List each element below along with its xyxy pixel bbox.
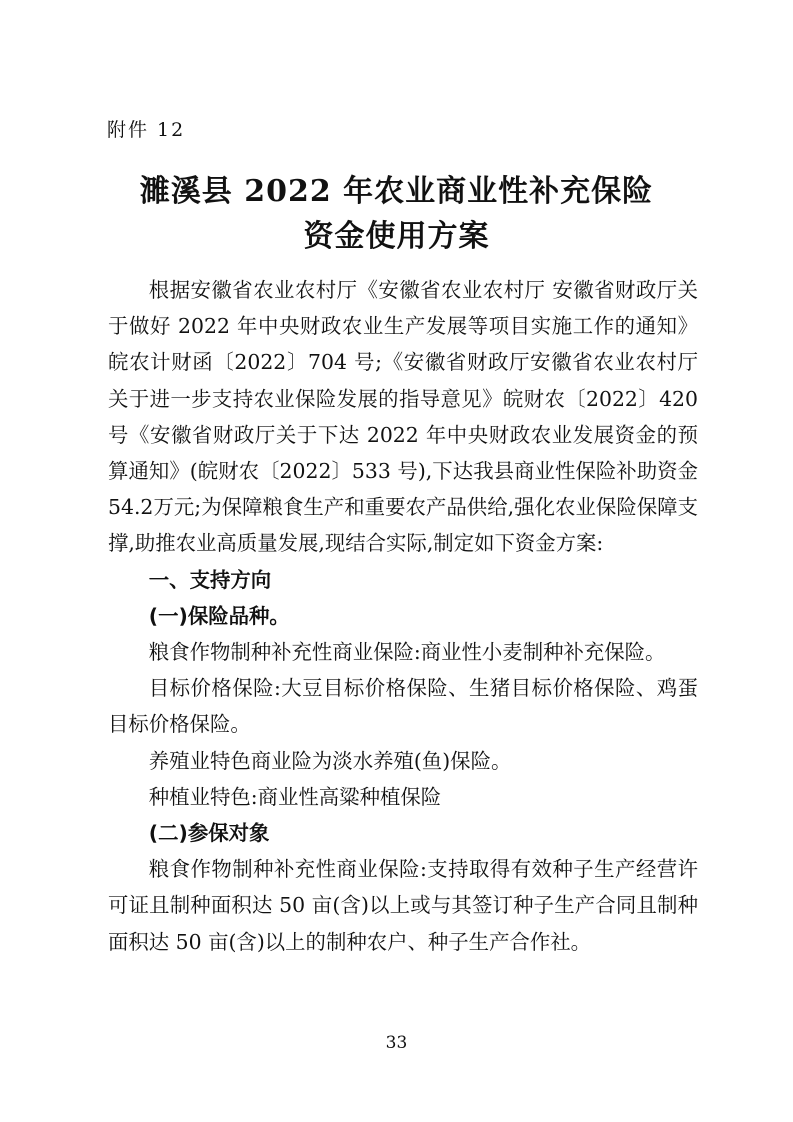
- subsection-heading-insured-objects: (二)参保对象: [148, 821, 270, 846]
- paragraph-target-price-insurance: 目标价格保险:大豆目标价格保险、生猪目标价格保险、鸡蛋目标价格保险。: [108, 676, 698, 737]
- attachment-label: 附件 12: [107, 119, 186, 141]
- document-title-line-1: 濉溪县 2022 年农业商业性补充保险: [139, 174, 654, 209]
- page-number: 33: [385, 1033, 408, 1053]
- paragraph-grain-seed-insurance: 粮食作物制种补充性商业保险:商业性小麦制种补充保险。: [148, 640, 666, 665]
- intro-paragraph: 根据安徽省农业农村厅《安徽省农业农村厅 安徽省财政厅关于做好 2022 年中央财政农业生产发展等项目实施工作的通知》皖农计财函〔2022〕704 号;《安徽省财政厅安徽省农业农村厅关于进一步支持农业保险发展的指导意见》皖财农〔2022〕420 号《安徽省财政厅关于下达 2022 年中央财政农业发展资金的预算通知》(皖财农〔2022〕533 号),下达我县商业性保险补助资金54.2万元;为保障粮食生产和重要农产品供给,强化农业保险保障支撑,助推农业高质量发展,现结合实际,制定如下资金方案:: [108, 278, 698, 556]
- paragraph-aquaculture-insurance: 养殖业特色商业险为淡水养殖(鱼)保险。: [148, 748, 512, 773]
- paragraph-planting-insurance: 种植业特色:商业性高粱种植保险: [148, 784, 442, 809]
- document-title-line-2: 资金使用方案: [303, 219, 490, 254]
- section-heading-support-direction: 一、支持方向: [148, 567, 272, 592]
- subsection-heading-insurance-types: (一)保险品种。: [148, 603, 290, 628]
- document-body: [108, 272, 698, 960]
- paragraph-insured-objects-grain: 粮食作物制种补充性商业保险:支持取得有效种子生产经营许可证且制种面积达 50 亩(含)以上或与其签订种子生产合同且制种面积达 50 亩(含)以上的制种农户、种子生产合作社。: [108, 857, 698, 954]
